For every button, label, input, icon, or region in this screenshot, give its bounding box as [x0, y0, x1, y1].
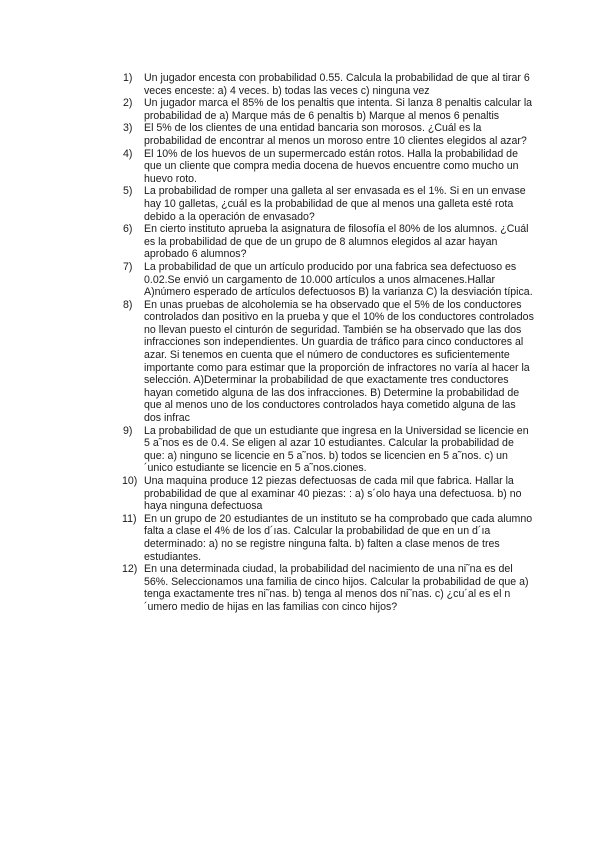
problem-text: La probabilidad de que un estudiante que ingresa en la Universidad se licencie en 5 a˜nos es de 0.4. Se eligen al azar 10 estudiantes. Calcular la probabilidad de que: a) ninguno se licencie en 5 a˜nos. b) todos se licencien en 5 a˜nos. c) un ´unico estudiante se licencie en 5 a˜nos.ciones.	[144, 424, 529, 475]
problem-number: 7)	[123, 260, 133, 273]
problem-number: 5)	[123, 185, 133, 198]
problem-item	[123, 425, 535, 475]
problem-item	[123, 122, 535, 147]
problem-item	[123, 148, 535, 186]
problem-number: 12)	[122, 563, 138, 576]
problem-item	[123, 299, 535, 425]
problem-number: 9)	[123, 424, 133, 437]
problem-text: En unas pruebas de alcoholemia se ha observado que el 5% de los conductores controlados dan positivo en la prueba y que el 10% de los conductores controlados no llevan puesto el cinturón de seguridad. También se ha observado que las dos infracciones son independientes. Un guardia de tráfico para cinco conductores al azar. Si tenemos en cuenta que el número de conductores es suficientemente importante como para estimar que la proporción de infractores no varía al hacer la selección. A)Determinar la probabilidad de que exactamente tres conductores hayan cometido alguna de las dos infracciones. B) Determine la probabilidad de que al menos uno de los conductores controlados haya cometido alguna de las dos infrac	[144, 298, 534, 425]
problem-text: En una determinada ciudad, la probabilidad del nacimiento de una ni˜na es del 56%. Seleccionamos una familia de cinco hijos. Calcular la probabilidad de que a) tenga exactamente tres ni˜nas. b) tenga al menos dos ni˜nas. c) ¿cu´al es el n´umero medio de hijas en las familias con cinco hijos?	[144, 563, 529, 613]
problem-text: Una maquina produce 12 piezas defectuosas de cada mil que fabrica. Hallar la probabilidad de que al examinar 40 piezas: : a) s´olo haya una defectuosa. b) no haya ninguna defectuosa	[144, 475, 522, 513]
problem-item	[123, 475, 535, 513]
problem-item	[123, 72, 535, 97]
problem-item	[123, 261, 535, 299]
problem-item	[123, 563, 535, 613]
problem-text: Un jugador encesta con probabilidad 0.55. Calcula la probabilidad de que al tirar 6 veces enceste: a) 4 veces. b) todas las veces c) ninguna vez	[144, 72, 530, 97]
problem-text: El 5% de los clientes de una entidad bancaria son morosos. ¿Cuál es la probabilidad de encontrar al menos un moroso entre 10 clientes elegidos al azar?	[144, 122, 527, 147]
problem-text: En un grupo de 20 estudiantes de un instituto se ha comprobado que cada alumno falta a clase el 4% de los d´ıas. Calcular la probabilidad de que en un d´ıa determinado: a) no se registre ninguna falta. b) falten a clase menos de tres estudiantes.	[144, 512, 533, 563]
problem-number: 2)	[123, 97, 133, 110]
problem-text: La probabilidad de romper una galleta al ser envasada es el 1%. Si en un envase hay 10 galletas, ¿cuál es la probabilidad de que al menos una galleta esté rota debido a la operación de envasado?	[144, 185, 526, 223]
problem-item	[123, 97, 535, 122]
problem-text: Un jugador marca el 85% de los penaltis que intenta. Si lanza 8 penaltis calcular la probabilidad de a) Marque más de 6 penaltis b) Marque al menos 6 penaltis	[144, 97, 533, 122]
problem-item	[123, 185, 535, 223]
problem-text: En cierto instituto aprueba la asignatura de filosofía el 80% de los alumnos. ¿Cuál es la probabilidad de que de un grupo de 8 alumnos elegidos al azar hayan aprobado 6 alumnos?	[144, 223, 529, 261]
problem-number: 1)	[123, 72, 133, 84]
problem-number: 10)	[122, 475, 138, 487]
problem-number: 6)	[123, 223, 133, 236]
problem-number: 3)	[123, 122, 133, 135]
problem-item	[123, 513, 535, 563]
problem-number: 8)	[123, 298, 133, 311]
problem-list	[123, 72, 535, 614]
problem-number: 11)	[122, 512, 137, 525]
problem-number: 4)	[123, 147, 133, 160]
problem-item	[123, 223, 535, 261]
problem-text: La probabilidad de que un artículo producido por una fabrica sea defectuoso es 0.02.Se envió un cargamento de 10.000 artículos a unos almacenes.Hallar A)número esperado de artículos defectuosos B) la varianza C) la desviación típica.	[144, 260, 533, 299]
problem-text: El 10% de los huevos de un supermercado están rotos. Halla la probabilidad de que un cliente que compra media docena de huevos encuentre como mucho un huevo roto.	[144, 147, 519, 185]
